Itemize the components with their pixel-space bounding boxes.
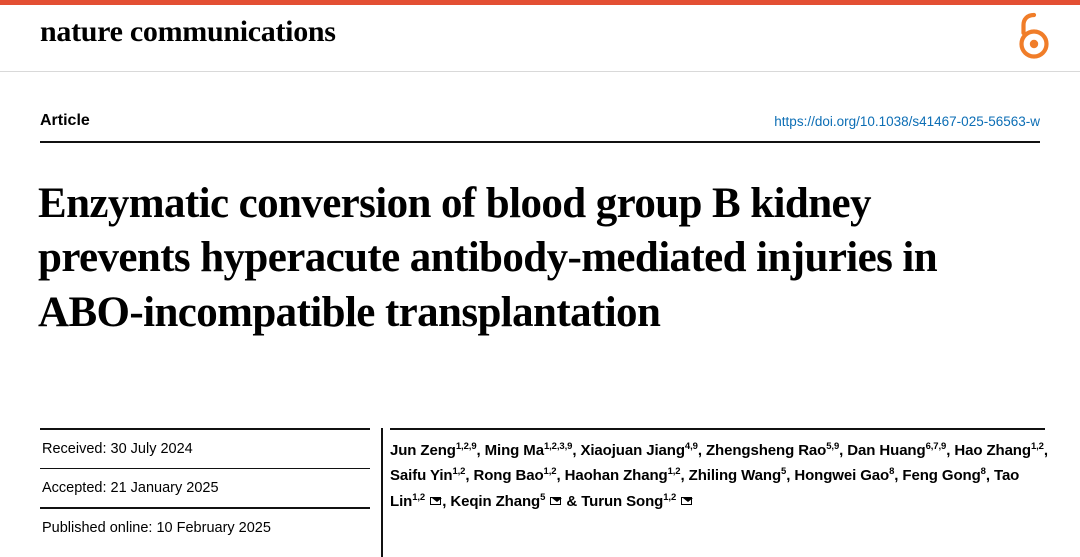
journal-title: nature communications — [40, 15, 336, 48]
publication-dates — [40, 428, 370, 547]
open-access-lock-icon — [1014, 11, 1054, 65]
author-list: Jun Zeng$^{1,2,9}$, Ming Ma$^{1,2,3,9}$, Xiaojuan Jiang$^{4,9}$, Zhengsheng Rao$^{5,9}$, Dan Huang$^{6,7,9}$, Hao Zhang$^{1,2}$, Saifu Yin$^{1,2}$, Rong Bao$^{1,2}$, Haohan Zhang$^{1,2}$, Zhiling Wang$^5$, Hongwei Gao$^8$, Feng Gong$^8$, Tao Lin$^{1,2}$ , Keqin Zhang$^5$ & Turun Song$^{1,2}$ — [390, 440, 1048, 511]
masthead-divider — [0, 71, 1080, 72]
date-received: Received: 30 July 2024 — [42, 440, 193, 457]
doi-link[interactable]: https://doi.org/10.1038/s41467-025-56563-w — [774, 114, 1040, 129]
authors-block — [390, 428, 1050, 515]
article-header-divider — [40, 141, 1040, 143]
article-header-row — [40, 112, 1040, 136]
date-published: Published online: 10 February 2025 — [42, 519, 271, 536]
journal-masthead — [0, 5, 1080, 71]
date-accepted: Accepted: 21 January 2025 — [42, 480, 219, 496]
page-title: Enzymatic conversion of blood group B kidney prevents hyperacute antibody-mediated injuries in ABO-incompatible transplantation — [38, 179, 938, 337]
article-type-label: Article — [40, 112, 90, 129]
column-divider — [381, 428, 383, 557]
